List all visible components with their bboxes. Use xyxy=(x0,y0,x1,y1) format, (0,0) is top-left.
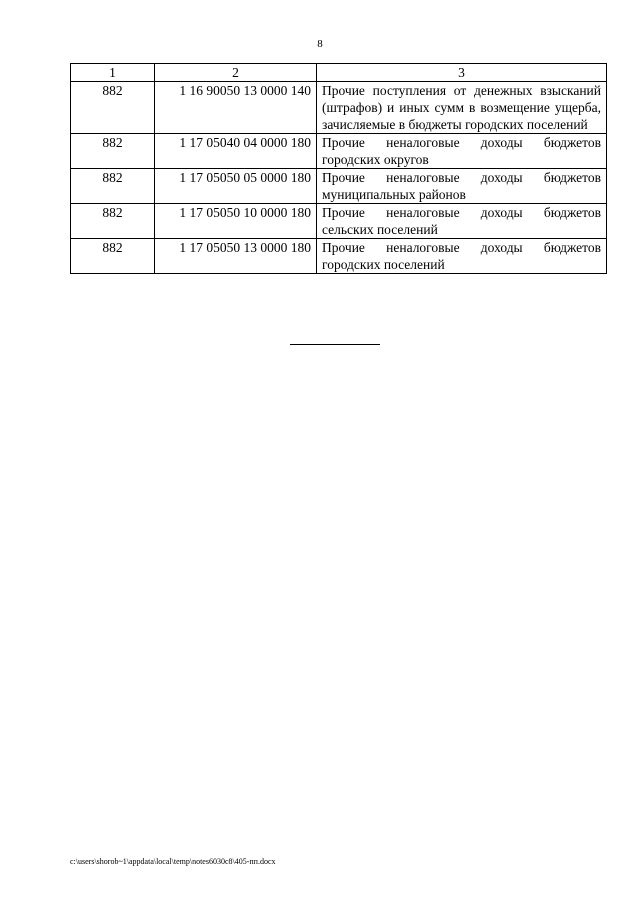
table-row xyxy=(71,82,607,134)
footer-file-path: c:\users\shorob~1\appdata\local\temp\notes6030c8\405-пп.docx xyxy=(70,857,276,866)
income-codes-table xyxy=(70,63,607,274)
admin-code-cell: 882 xyxy=(71,134,155,169)
income-name-cell: Прочие неналоговые доходы бюджетов сельских поселений xyxy=(317,204,607,239)
end-separator-line xyxy=(290,344,380,345)
table-row xyxy=(71,204,607,239)
admin-code-cell: 882 xyxy=(71,204,155,239)
table-header-row xyxy=(71,64,607,82)
budget-code-cell: 1 17 05050 05 0000 180 xyxy=(155,169,317,204)
income-name-cell: Прочие поступления от денежных взысканий (штрафов) и иных сумм в возмещение ущерба, зачисляемые в бюджеты городских поселений xyxy=(317,82,607,134)
column-header-1: 1 xyxy=(71,64,155,82)
budget-code-cell: 1 16 90050 13 0000 140 xyxy=(155,82,317,134)
column-header-2: 2 xyxy=(155,64,317,82)
page-number: 8 xyxy=(317,38,323,50)
income-name-cell: Прочие неналоговые доходы бюджетов муниципальных районов xyxy=(317,169,607,204)
budget-code-cell: 1 17 05050 13 0000 180 xyxy=(155,239,317,274)
income-name-cell: Прочие неналоговые доходы бюджетов городских поселений xyxy=(317,239,607,274)
admin-code-cell: 882 xyxy=(71,82,155,134)
income-name-cell: Прочие неналоговые доходы бюджетов городских округов xyxy=(317,134,607,169)
budget-code-cell: 1 17 05040 04 0000 180 xyxy=(155,134,317,169)
table-row xyxy=(71,239,607,274)
column-header-3: 3 xyxy=(317,64,607,82)
admin-code-cell: 882 xyxy=(71,169,155,204)
table-row xyxy=(71,169,607,204)
admin-code-cell: 882 xyxy=(71,239,155,274)
budget-code-cell: 1 17 05050 10 0000 180 xyxy=(155,204,317,239)
table-row xyxy=(71,134,607,169)
